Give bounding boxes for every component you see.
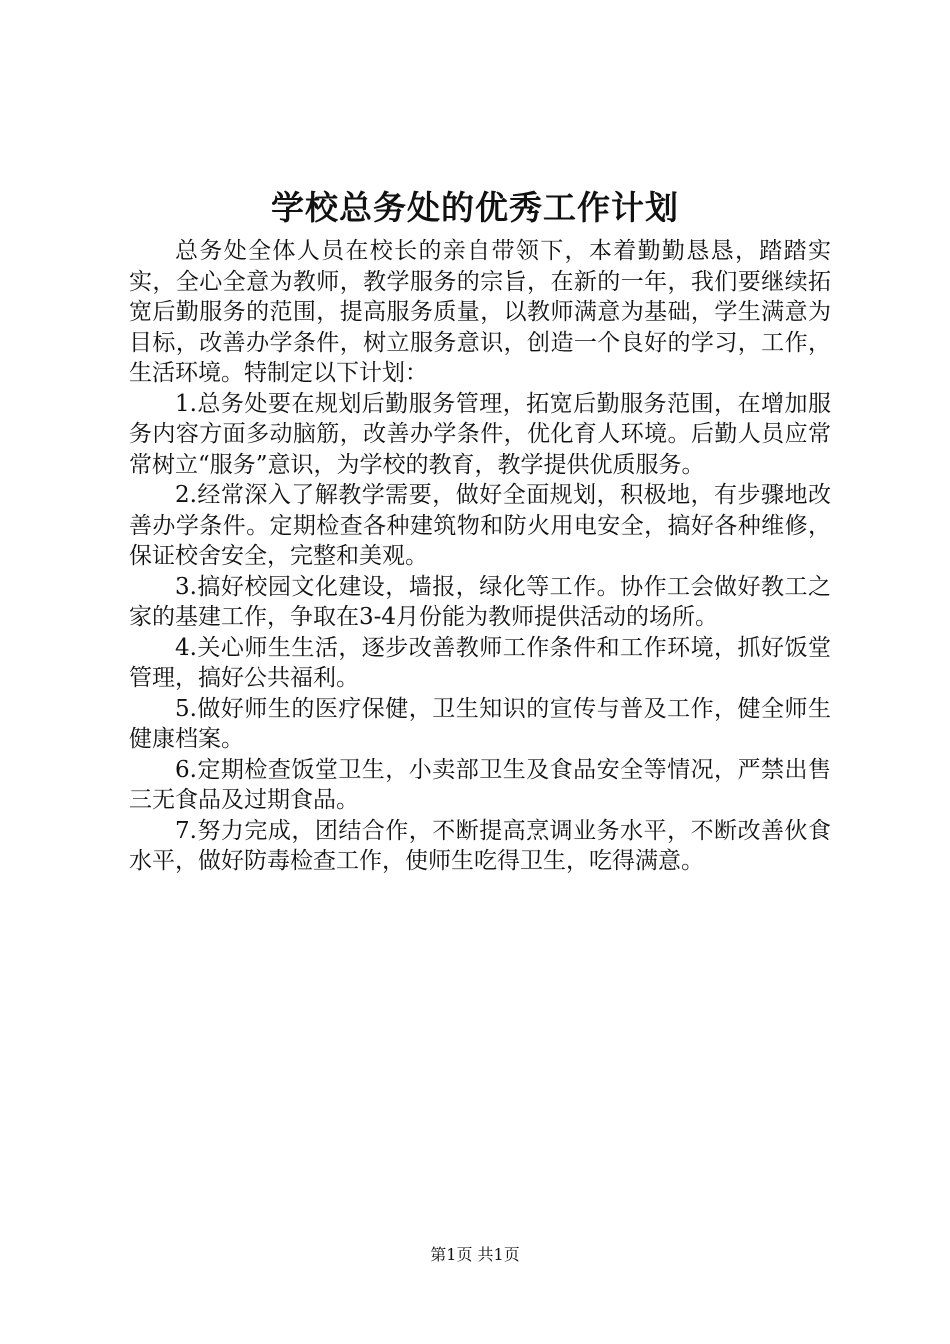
plan-item-2: 2.经常深入了解教学需要，做好全面规划，积极地，有步骤地改善办学条件。定期检查各种建筑物和防火用电安全，搞好各种维修，保证校舍安全，完整和美观。 bbox=[129, 482, 831, 569]
plan-item-3: 3.搞好校园文化建设，墙报，绿化等工作。协作工会做好教工之家的基建工作，争取在3-4月份能为教师提供活动的场所。 bbox=[129, 573, 831, 630]
plan-item-6: 6.定期检查饭堂卫生，小卖部卫生及食品安全等情况，严禁出售三无食品及过期食品。 bbox=[129, 756, 831, 813]
plan-item-7: 7.努力完成，团结合作，不断提高烹调业务水平，不断改善伙食水平，做好防毒检查工作，使师生吃得卫生，吃得满意。 bbox=[129, 817, 831, 874]
page-footer: 第1页 共1页 bbox=[430, 1245, 520, 1264]
plan-item-1: 1.总务处要在规划后勤服务管理，拓宽后勤服务范围，在增加服务内容方面多动脑筋，改善办学条件，优化育人环境。后勤人员应常常树立“服务”意识，为学校的教育，教学提供优质服务。 bbox=[129, 390, 831, 478]
document-title: 学校总务处的优秀工作计划 bbox=[271, 188, 679, 227]
plan-item-5: 5.做好师生的医疗保健，卫生知识的宣传与普及工作，健全师生健康档案。 bbox=[129, 695, 831, 752]
intro-paragraph: 总务处全体人员在校长的亲自带领下，本着勤勤恳恳，踏踏实实，全心全意为教师，教学服务的宗旨，在新的一年，我们要继续拓宽后勤服务的范围，提高服务质量，以教师满意为基础，学生满意为目标，改善办学条件，树立服务意识，创造一个良好的学习，工作，生活环境。特制定以下计划： bbox=[129, 238, 831, 386]
plan-item-4: 4.关心师生生活，逐步改善教师工作条件和工作环境，抓好饭堂管理，搞好公共福利。 bbox=[129, 634, 831, 691]
document-body bbox=[129, 236, 831, 877]
